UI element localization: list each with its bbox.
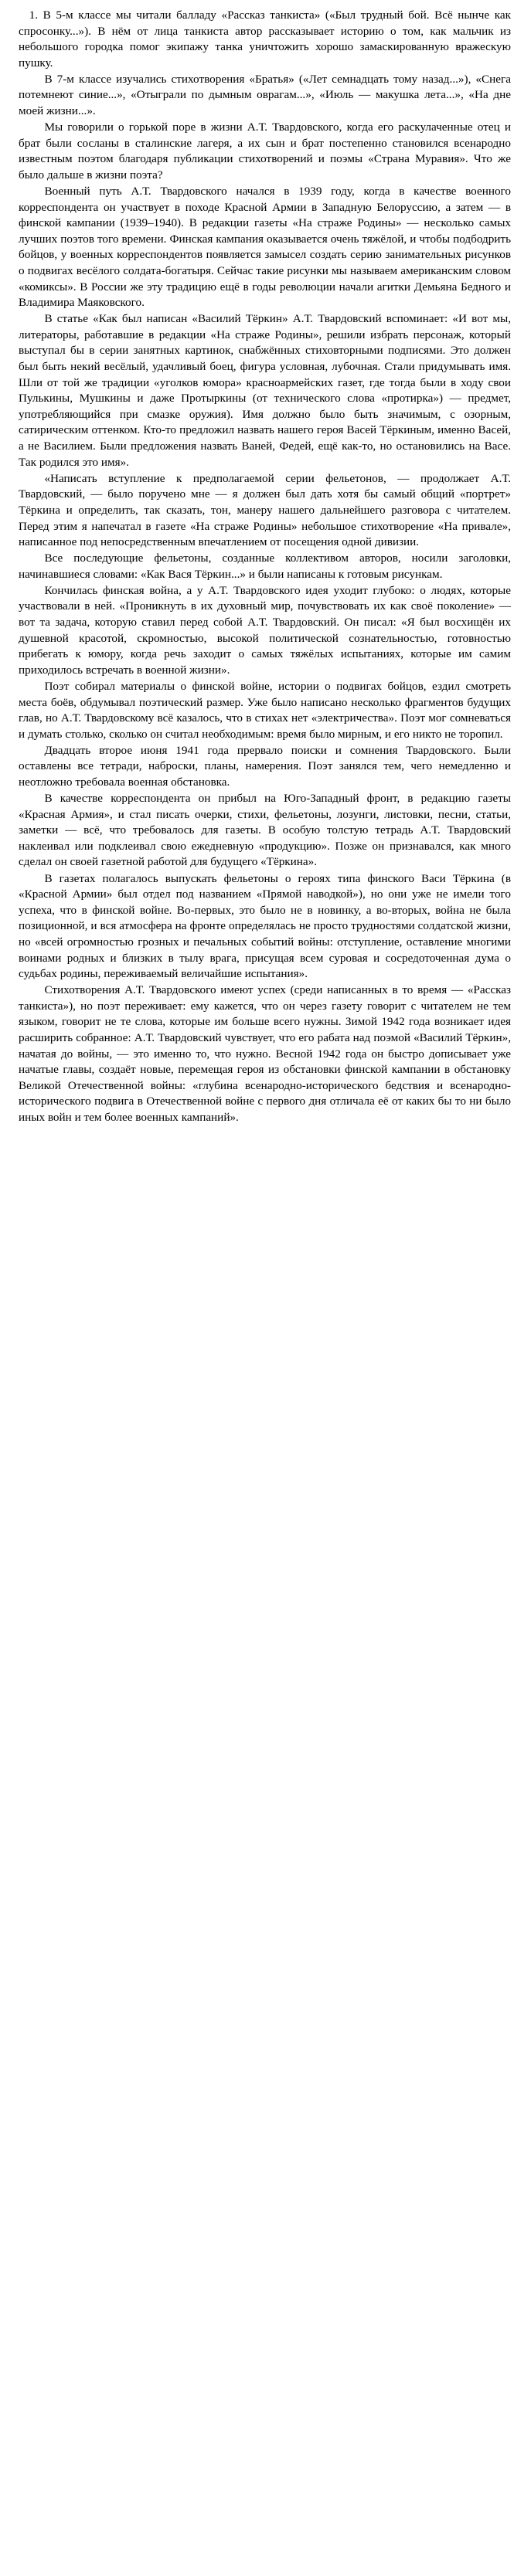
paragraph: Стихотворения А.Т. Твардовского имеют успех (среди написанных в то время — «Рассказ танкиста»), но поэт переживает: ему кажется, что он через газету говорит с читателем не тем языком, говорит не те слова, которые им больше всего нужны. Зимой 1942 года возникает идея расширить собранное: А.Т. Твардовский чувствует, что его рабата над поэмой «Василий Тёркин», начатая до войны, — это именно то, что нужно. Весной 1942 года он быстро дописывает уже начатые главы, создаёт новые, перемещая героя из обстановки финской кампании в обстановку Великой Отечественной войны: «глубина всенародно-исторического бедствия и всенародно-исторического подвига в Отечественной войне с первого дня отличала её от каких бы то ни было иных войн и тем более военных кампаний». [19,983,511,1124]
paragraph: Мы говорили о горькой поре в жизни А.Т. Твардовского, когда его раскулаченные отец и брат были сосланы в сталинские лагеря, а их сын и брат постепенно становился всенародно известным поэтом благодаря публикации стихотворений и поэмы «Страна Муравия». Что же было дальше в жизни поэта? [19,120,511,182]
paragraph: «Написать вступление к предполагаемой серии фельетонов, — продолжает А.Т. Твардовский, — было поручено мне — я должен был дать хотя бы самый общий «портрет» Тёркина и определить, так сказать, тон, манеру нашего дальнейшего разговора с читателем. Перед этим я напечатал в газете «На страже Родины» небольшое стихотворение «На привале», написанное под непосредственным впечатлением от посещения одной дивизии. [19,471,511,549]
paragraph: 1. В 5-м классе мы читали балладу «Рассказ танкиста» («Был трудный бой. Всё нынче как спросонку...»). В нём от лица танкиста автор рассказывает историю о том, как мальчик из небольшого городка помог экипажу танка уничтожить хорошо замаскированную вражескую пушку. [19,8,511,70]
paragraph: В статье «Как был написан «Василий Тёркин» А.Т. Твардовский вспоминает: «И вот мы, литераторы, работавшие в редакции «На страже Родины», решили избрать персонаж, который выступал бы в серии занятных картинок, снабжённых стиховторными подписями. Это должен был быть некий весёлый, удачливый боец, фигура условная, лубочная. Стали придумывать имя. Шли от той же традиции «уголков юмора» красноармейских газет, где тогда были в ходу свои Пулькины, Мушкины и даже Протыркины (от технического слова «протирка») — предмет, употребляющийся при смазке оружия). Имя должно было быть значимым, с озорным, сатирическим оттенком. Кто-то предложил назвать нашего героя Васей Тёркиным, именно Васей, а не Василием. Были предложения назвать Ваней, Федей, ещё как-то, но остановились на Васе. Так родился это имя». [19,312,511,469]
paragraph: В качестве корреспондента он прибыл на Юго-Западный фронт, в редакцию газеты «Красная Армия», и стал писать очерки, стихи, фельетоны, лозунги, листовки, песни, статьи, заметки — всё, что требовалось для газеты. В особую толстую тетрадь А.Т. Твардовский наклеивал или подклеивал свою ежедневную «продукцию». Позже он признавался, как много сделал он своей газетной работой для будущего «Тёркина». [19,792,511,869]
paragraph: Все последующие фельетоны, созданные коллективом авторов, носили заголовки, начинавшиеся словами: «Как Вася Тёркин...» и были написаны к готовым рисункам. [19,552,511,581]
paragraph: Военный путь А.Т. Твардовского начался в 1939 году, когда в качестве военного корреспондента он участвует в походе Красной Армии в Западную Белоруссию, а затем — в финской кампании (1939–1940). В редакции газеты «На страже Родины» — несколько самых лучших поэтов того времени. Финская кампания оказывается очень тяжёлой, и чтобы подбодрить бойцов, у военных корреспондентов появляется замысел создать серию занимательных рисунков о подвигах весёлого солдата-богатыря. Сейчас такие рисунки мы называем американским словом «комиксы». В России же эту традицию ещё в годы революции начали агитки Демьяна Бедного и Владимира Маяковского. [19,185,511,310]
paragraph: В 7-м классе изучались стихотворения «Братья» («Лет семнадцать тому назад...»), «Снега потемнеют синие...», «Отыграли по дымным оврагам...», «Июль — макушка лета...», «На дне моей жизни...». [19,72,511,118]
paragraph: В газетах полагалось выпускать фельетоны о героях типа финского Васи Тёркина (в «Красной Армии» был отдел под названием «Прямой наводкой»), но они уже не имели того успеха, что в финской войне. Во-первых, это было не в новинку, а во-вторых, война не была позиционной, и вся атмосфера на фронте определялась не просто трудностями солдатской жизни, но «всей огромностью грозных и печальных событий войны: отступление, оставление многими воинами родных и близких в тылу врага, присущая всем суровая и сосредоточенная дума о судьбах родины, переживаемый величайшие испытания». [19,871,511,981]
paragraph: Кончилась финская война, а у А.Т. Твардовского идея уходит глубоко: о людях, которые участвовали в ней. «Проникнуть в их духовный мир, почувствовать их как своё поколение» — вот та задача, которую ставил перед собой А.Т. Твардовский. Он писал: «Я был восхищён их душевной красотой, скромностью, высокой политической сознательностью, готовностью прибегать к юмору, когда речь заходит о самых тяжёлых испытаниях, которые им самим приходилось встречать в военной жизни». [19,583,511,677]
document-body [19,8,511,1126]
paragraph: Поэт собирал материалы о финской войне, истории о подвигах бойцов, ездил смотреть места боёв, обдумывал поэтический размер. Уже было написано несколько фрагментов будущих глав, но А.Т. Твардовскому всё казалось, что в стихах нет «электричества». Поэт мог сомневаться и думать столько, сколько он считал необходимым: время было мирным, и его никто не торопил. [19,679,511,741]
paragraph: Двадцать второе июня 1941 года прервало поиски и сомнения Твардовского. Были оставлены все тетради, наброски, планы, намерения. Поэт занялся тем, чего немедленно и неотложно требовала военная обстановка. [19,743,511,789]
